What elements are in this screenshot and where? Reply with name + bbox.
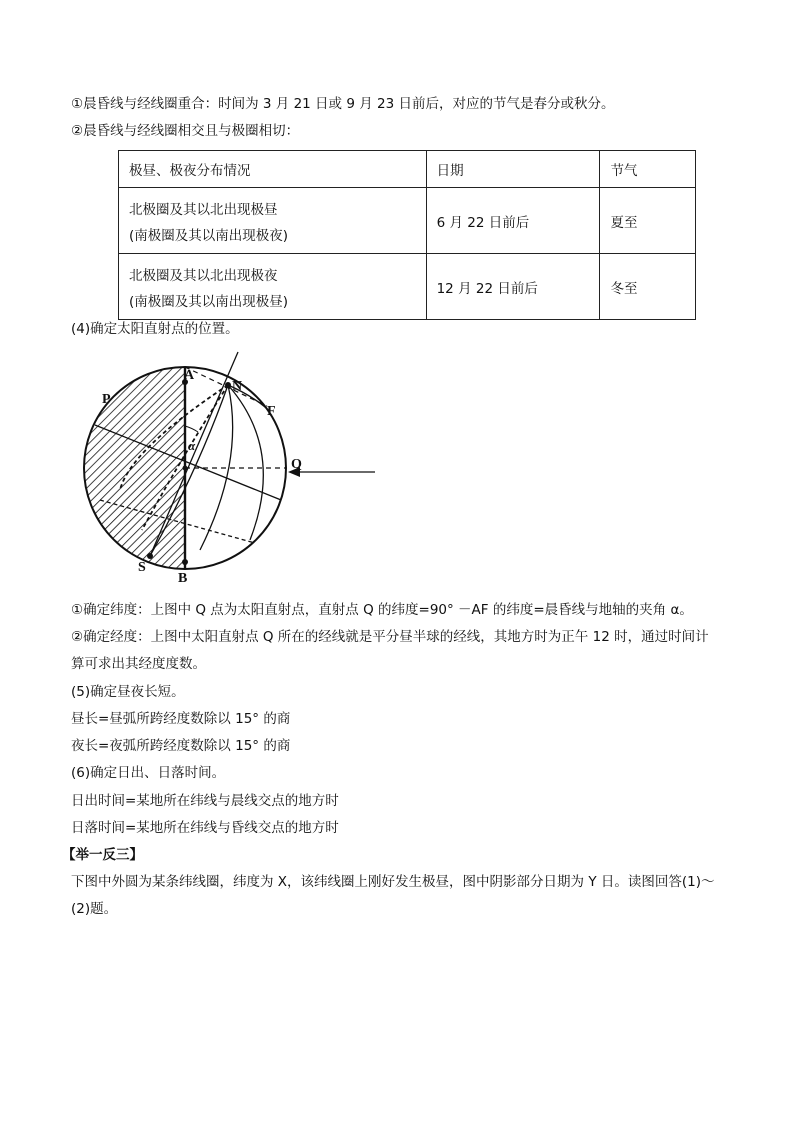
polar-day-night-table	[118, 150, 696, 320]
table-cell-distribution	[119, 254, 427, 320]
center-dot	[183, 466, 188, 471]
table-header-distribution: 极昼、极夜分布情况	[119, 151, 427, 188]
subsolar-point-diagram	[80, 350, 390, 585]
label-f: F	[267, 404, 276, 419]
longitude-paragraph-line-2: 算可求出其经度度数。	[71, 656, 206, 672]
table-header-date: 日期	[426, 151, 600, 188]
point-s-dot	[147, 553, 153, 559]
section-4-title: (4)确定太阳直射点的位置。	[71, 321, 239, 337]
longitude-paragraph-line-1: ②确定经度：上图中太阳直射点 Q 所在的经线就是平分昼半球的经线，其地方时为正午 12 时，通过时间计	[71, 629, 709, 645]
example-question-line-1: 下图中外圆为某条纬线圈，纬度为 X，该纬线圈上刚好发生极昼，图中阴影部分日期为 Y 日。读图回答(1)～	[71, 874, 715, 890]
table-header-solar-term: 节气	[600, 151, 696, 188]
label-p: P	[102, 392, 111, 407]
point-b-dot	[182, 559, 188, 565]
label-s: S	[138, 560, 146, 575]
table-row	[119, 188, 696, 254]
label-a: A	[184, 368, 195, 383]
table-cell-distribution	[119, 188, 427, 254]
table-cell-date: 12 月 22 日前后	[426, 254, 600, 320]
label-n: N	[232, 379, 243, 394]
distribution-line-1: 北极圈及其以北出现极夜	[129, 267, 278, 284]
intro-item-1: ①晨昏线与经线圈重合：时间为 3 月 21 日或 9 月 23 日前后，对应的节气是春分或秋分。	[71, 96, 615, 112]
sunrise-formula: 日出时间=某地所在纬线与晨线交点的地方时	[71, 793, 339, 809]
latitude-paragraph: ①确定纬度：上图中 Q 点为太阳直射点，直射点 Q 的纬度=90° －AF 的纬度=晨昏线与地轴的夹角 α。	[71, 602, 693, 618]
table-cell-solar-term: 冬至	[600, 254, 696, 320]
section-6-title: (6)确定日出、日落时间。	[71, 765, 226, 781]
night-hemisphere-hatch	[84, 367, 185, 569]
label-b: B	[178, 571, 188, 585]
table-row	[119, 254, 696, 320]
table-cell-date: 6 月 22 日前后	[426, 188, 600, 254]
distribution-line-2: (南极圈及其以南出现极夜)	[129, 227, 289, 244]
point-n-dot	[225, 382, 231, 388]
label-alpha: α	[188, 438, 196, 453]
intro-item-2: ②晨昏线与经线圈相交且与极圈相切：	[71, 123, 300, 139]
example-question-line-2: (2)题。	[71, 901, 118, 917]
table-header-row	[119, 151, 696, 188]
alpha-angle-arc	[185, 426, 198, 432]
label-q: Q	[291, 457, 302, 472]
section-5-title: (5)确定昼夜长短。	[71, 684, 185, 700]
distribution-line-2: (南极圈及其以南出现极昼)	[129, 293, 289, 310]
meridian-line	[228, 385, 263, 540]
day-length-formula: 昼长=昼弧所跨经度数除以 15° 的商	[71, 711, 291, 727]
distribution-line-1: 北极圈及其以北出现极昼	[129, 201, 278, 218]
example-heading: 【举一反三】	[62, 847, 143, 863]
sunset-formula: 日落时间=某地所在纬线与昏线交点的地方时	[71, 820, 339, 836]
night-length-formula: 夜长=夜弧所跨经度数除以 15° 的商	[71, 738, 291, 754]
table-cell-solar-term: 夏至	[600, 188, 696, 254]
